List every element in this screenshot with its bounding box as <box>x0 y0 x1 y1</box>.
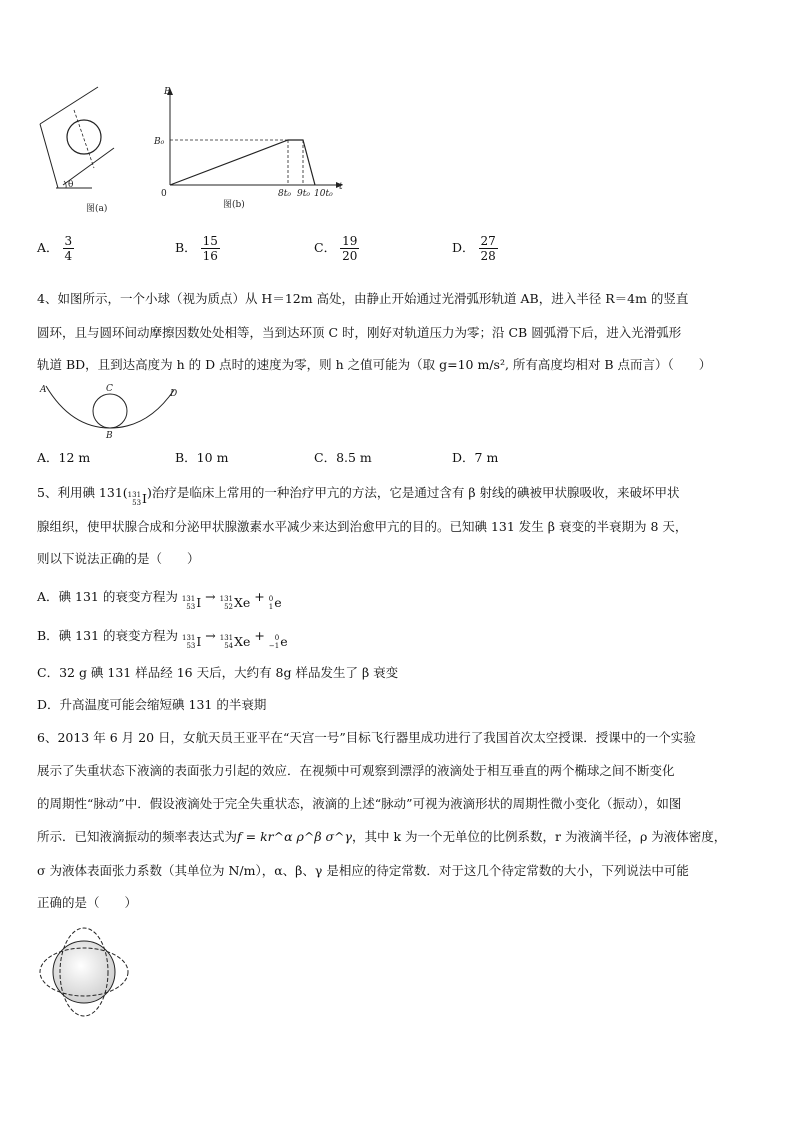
fig-a-dashed-axis <box>74 110 94 168</box>
fig-a-ring <box>67 120 101 154</box>
q4-label-c: C <box>106 384 113 394</box>
q6-line-3: 的周期性“脉动”中．假设液滴处于完全失重状态，液滴的上述“脉动”可视为液滴形状的周期性微小变化（振动），如图 <box>37 796 682 811</box>
q3-option-b-letter: B． <box>175 240 197 255</box>
q6-formula: f = kr^α ρ^β σ^γ <box>237 829 352 844</box>
q3-option-a[interactable] <box>37 234 74 263</box>
fig-b-tick-8t0: 8t₀ <box>278 189 291 199</box>
q5-option-a[interactable]: A．碘 131 的衰变方程为 131 53 I → 131 52 Xe + 0 1 e <box>37 589 282 611</box>
q3-option-c-fraction: $\frac{19}{20}$ <box>342 234 358 263</box>
q5-option-c[interactable]: C．32 g 碘 131 样品经 16 天后，大约有 8g 样品发生了 β 衰变 <box>37 665 399 680</box>
q3-option-d[interactable] <box>452 234 498 263</box>
q4-label-d: D <box>170 389 178 399</box>
fig-b-tick-9t0: 9t₀ <box>297 189 310 199</box>
q4-option-d[interactable]: D．7 m <box>452 450 499 465</box>
q3-option-c[interactable] <box>314 234 359 263</box>
q6-line-5: σ 为液体表面张力系数（其单位为 N/m），α、β、γ 是相应的待定常数．对于这几个待定常数的大小，下列说法中可能 <box>37 863 689 878</box>
q5-option-b[interactable]: B．碘 131 的衰变方程为 131 53 I → 131 54 Xe + 0 −1 e <box>37 628 288 650</box>
q3-option-b-fraction: $\frac{15}{16}$ <box>202 234 218 263</box>
q3-option-c-letter: C． <box>314 240 337 255</box>
q5-option-d[interactable]: D．升高温度可能会缩短碘 131 的半衰期 <box>37 697 267 712</box>
q6-line-1: 6、2013 年 6 月 20 日，女航天员王亚平在“天宫一号”目标飞行器里成功进行了我国首次太空授课．授课中的一个实验 <box>37 730 696 745</box>
q4-label-b: B <box>106 431 113 440</box>
q6-line-4: 所示．已知液滴振动的频率表达式为f = kr^α ρ^β σ^γ，其中 k 为一个无单位的比例系数，r 为液滴半径，ρ 为液体密度， <box>37 829 727 844</box>
fig-b-caption: 图(b) <box>223 200 245 210</box>
q4-figure <box>36 378 186 440</box>
fig-a-theta: θ <box>68 180 74 190</box>
q3-option-b[interactable] <box>175 234 220 263</box>
q3-option-d-fraction: $\frac{27}{28}$ <box>480 234 496 263</box>
q4-line-3: 轨道 BD，且到达高度为 h 的 D 点时的速度为零，则 h 之值可能为（取 g=10 m/s², 所有高度均相对 B 点而言）（ ） <box>37 357 712 372</box>
q6-droplet <box>53 941 115 1003</box>
fig-a-left-edge <box>40 124 58 188</box>
figure-a <box>36 80 126 215</box>
q5-line-1: 5、利用碘 131( 131 53 I )治疗是临床上常用的一种治疗甲亢的方法，它是通过含有 β 射线的碘被甲状腺吸收，来破坏甲状 <box>37 485 680 507</box>
q6-droplet-figure <box>36 925 132 1019</box>
fig-a-incline-upper <box>40 87 98 124</box>
q5-iodine-nuclide: 131 53 I <box>127 491 147 507</box>
q4-option-c[interactable]: C．8.5 m <box>314 450 372 465</box>
fig-b-y-label: B <box>164 87 171 97</box>
q4-option-a[interactable]: A．12 m <box>37 450 91 465</box>
q3-option-a-letter: A． <box>37 240 59 255</box>
q3-option-d-letter: D． <box>452 240 475 255</box>
q4-line-1: 4、如图所示，一个小球（视为质点）从 H＝12m 高处，由静止开始通过光滑弧形轨道 AB，进入半径 R＝4m 的竖直 <box>37 291 689 306</box>
fig-b-origin: 0 <box>161 189 167 199</box>
fig-b-curve <box>170 140 315 185</box>
q3-option-a-fraction: $\frac{3}{4}$ <box>64 234 73 263</box>
fig-b-b0-label: B₀ <box>154 137 165 147</box>
q4-line-2: 圆环，且与圆环间动摩擦因数处处相等，当到达环顶 C 时，刚好对轨道压力为零；沿 CB 圆弧滑下后，进入光滑弧形 <box>37 325 682 340</box>
q4-option-b[interactable]: B．10 m <box>175 450 229 465</box>
q6-line-6: 正确的是（ ） <box>37 895 138 910</box>
q4-label-a: A <box>40 385 47 395</box>
figure-b <box>150 85 350 215</box>
fig-b-tick-10t0: 10t₀ <box>314 189 333 199</box>
q6-line-2: 展示了失重状态下液滴的表面张力引起的效应．在视频中可观察到漂浮的液滴处于相互垂直的两个椭球之间不断变化 <box>37 763 675 778</box>
fig-b-t-label: t <box>339 182 343 192</box>
q5-line-2: 腺组织，使甲状腺合成和分泌甲状腺激素水平减少来达到治愈甲亢的目的。已知碘 131 发生 β 衰变的半衰期为 8 天， <box>37 519 688 534</box>
q4-loop <box>93 394 127 428</box>
q5-line-3: 则以下说法正确的是（ ） <box>37 551 200 566</box>
fig-a-caption: 图(a) <box>86 204 108 214</box>
